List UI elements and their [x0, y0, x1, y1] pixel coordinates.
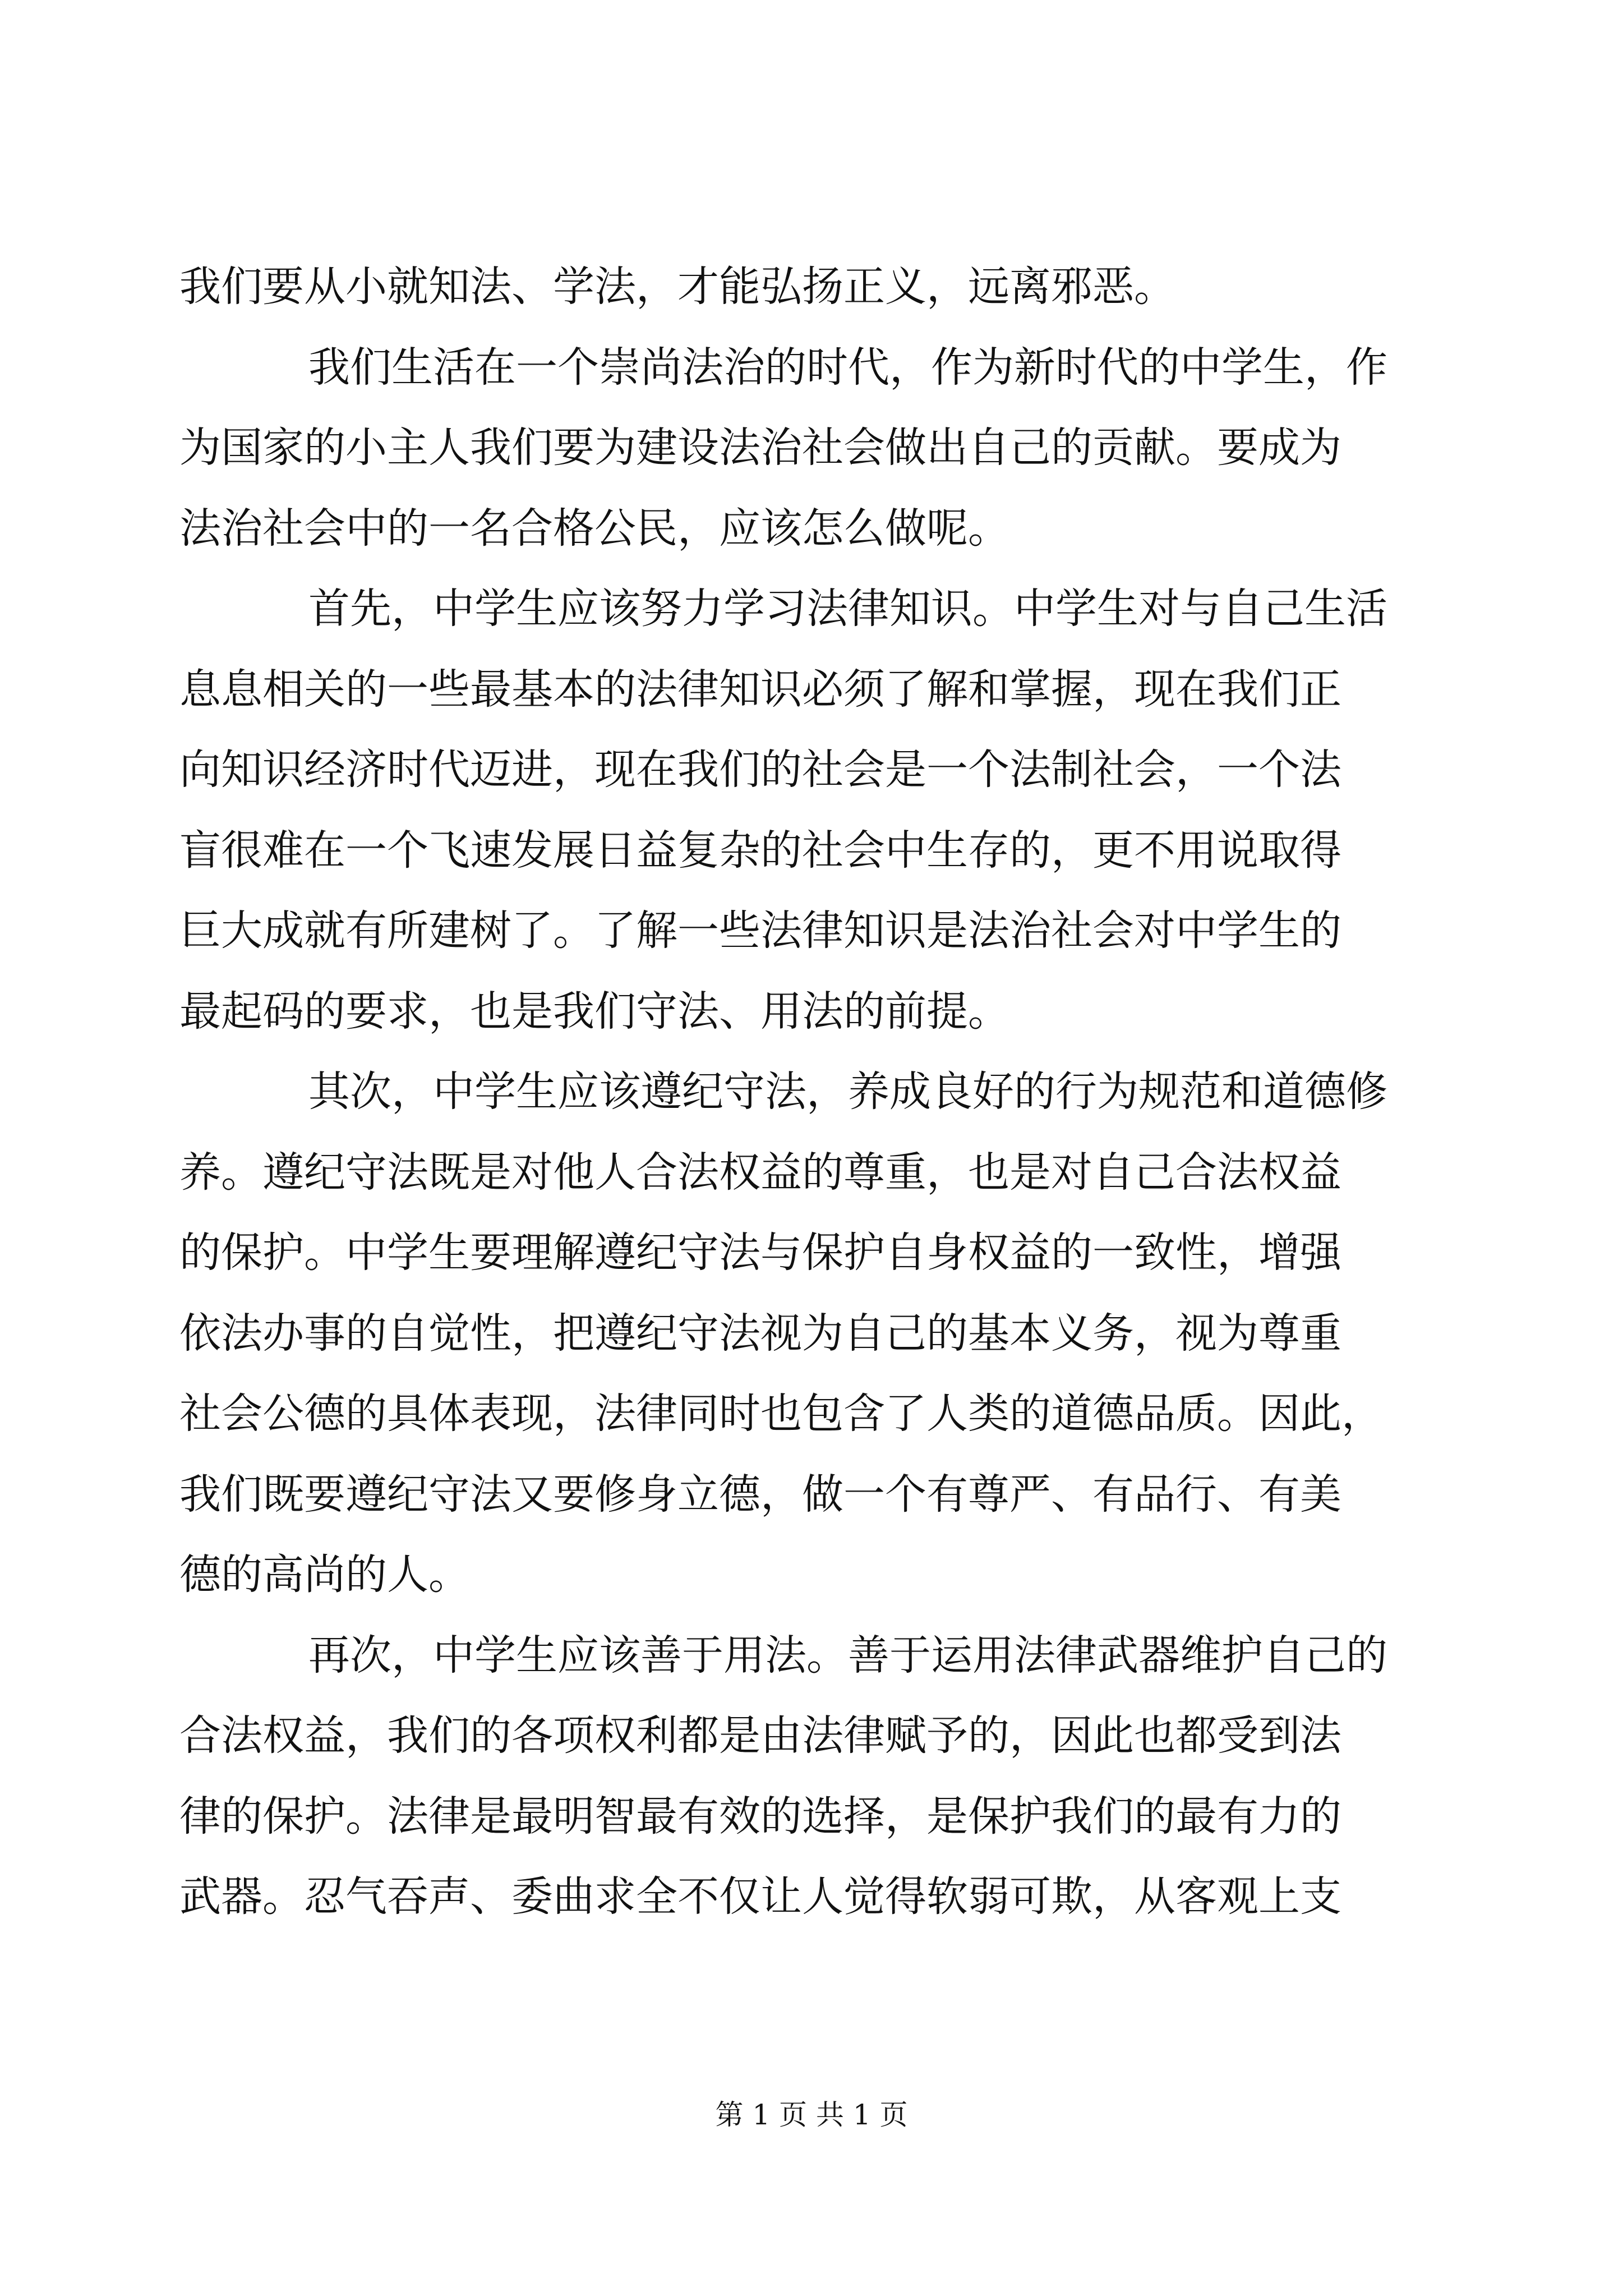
paragraph-4 [179, 1052, 1447, 1616]
paragraph-3 [179, 569, 1447, 1052]
text-line: 律的保护。法律是最明智最有效的选择，是保护我们的最有力的 [179, 1792, 1341, 1841]
document-body [179, 247, 1447, 1938]
text-line: 合法权益，我们的各项权利都是由法律赋予的，因此也都受到法 [179, 1711, 1341, 1760]
text-line: 我们既要遵纪守法又要修身立德，做一个有尊严、有品行、有美 [179, 1470, 1341, 1519]
text-line: 武器。忍气吞声、委曲求全不仅让人觉得软弱可欺，从客观上支 [179, 1872, 1341, 1921]
text-line: 养。遵纪守法既是对他人合法权益的尊重，也是对自己合法权益 [179, 1148, 1341, 1197]
text-line: 息息相关的一些最基本的法律知识必须了解和掌握，现在我们正 [179, 665, 1341, 714]
text-line: 依法办事的自觉性，把遵纪守法视为自己的基本义务，视为尊重 [179, 1309, 1341, 1358]
text-line: 德的高尚的人。 [179, 1550, 470, 1599]
paragraph-1 [179, 247, 1447, 328]
page-number-footer: 第 1 页 共 1 页 [715, 2099, 908, 2131]
text-line: 盲很难在一个飞速发展日益复杂的社会中生存的，更不用说取得 [179, 826, 1341, 875]
text-line: 首先，中学生应该努力学习法律知识。中学生对与自己生活 [308, 585, 1387, 633]
paragraph-2 [179, 328, 1447, 569]
text-line: 巨大成就有所建树了。了解一些法律知识是法治社会对中学生的 [179, 907, 1341, 955]
text-line: 社会公德的具体表现，法律同时也包含了人类的道德品质。因此， [179, 1389, 1383, 1438]
text-line: 向知识经济时代迈进，现在我们的社会是一个法制社会，一个法 [179, 746, 1341, 794]
text-line: 为国家的小主人我们要为建设法治社会做出自己的贡献。要成为 [179, 424, 1341, 472]
text-line: 法治社会中的一名合格公民，应该怎么做呢。 [179, 504, 1009, 553]
text-line: 最起码的要求，也是我们守法、用法的前提。 [179, 987, 1009, 1036]
text-line: 的保护。中学生要理解遵纪守法与保护自身权益的一致性，增强 [179, 1228, 1341, 1277]
text-line: 再次，中学生应该善于用法。善于运用法律武器维护自己的 [308, 1631, 1387, 1680]
text-line: 我们生活在一个崇尚法治的时代，作为新时代的中学生，作 [308, 343, 1387, 392]
text-line: 我们要从小就知法、学法，才能弘扬正义，远离邪恶。 [179, 263, 1175, 311]
paragraph-5 [179, 1616, 1447, 1938]
text-line: 其次，中学生应该遵纪守法，养成良好的行为规范和道德修 [308, 1068, 1387, 1116]
